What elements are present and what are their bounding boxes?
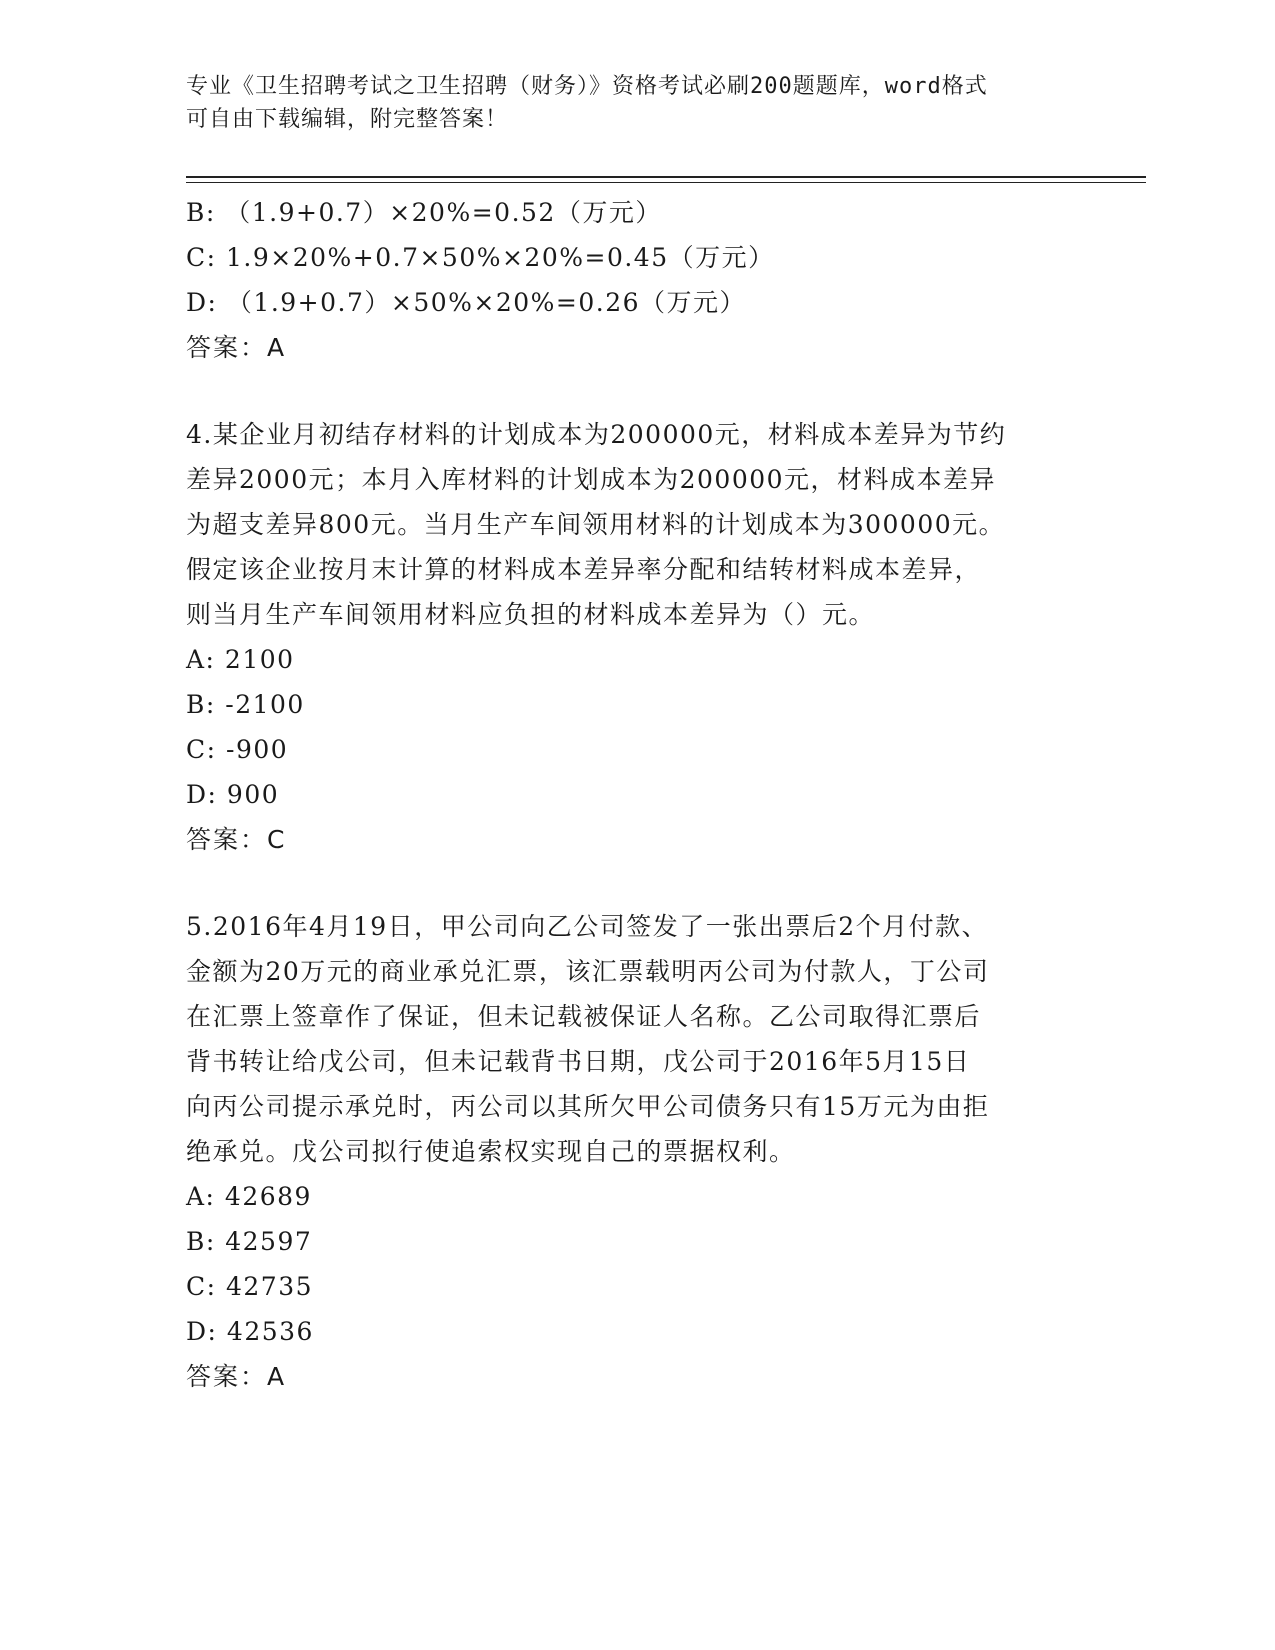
question-5 [186, 904, 1086, 1399]
header-title-line-1: 专业《卫生招聘考试之卫生招聘（财务）》资格考试必刷200题题库，word格式 [186, 74, 988, 99]
q5-stem-line: 背书转让给戊公司，但未记载背书日期，戊公司于2016年5月15日 [186, 1047, 971, 1076]
q5-stem-line: 金额为20万元的商业承兑汇票，该汇票载明丙公司为付款人，丁公司 [186, 957, 990, 986]
q4-stem-line: 为超支差异800元。当月生产车间领用材料的计划成本为300000元。 [186, 510, 1006, 539]
header-rule-thin [186, 182, 1146, 183]
q4-option-d: D: 900 [186, 780, 280, 809]
q3-option-d: D: （1.9+0.7）×50%×20%=0.26（万元） [186, 288, 747, 317]
q4-stem-line: 假定该企业按月末计算的材料成本差异率分配和结转材料成本差异， [186, 555, 982, 584]
header-rule-thick [186, 176, 1146, 178]
question-4 [186, 412, 1086, 862]
q3-option-b: B: （1.9+0.7）×20%=0.52（万元） [186, 198, 662, 227]
q4-option-b: B: -2100 [186, 690, 305, 719]
q5-stem-line: 向丙公司提示承兑时，丙公司以其所欠甲公司债务只有15万元为由拒 [186, 1092, 990, 1121]
q4-stem-line: 4.某企业月初结存材料的计划成本为200000元，材料成本差异为节约 [186, 420, 1007, 449]
q4-stem-line: 则当月生产车间领用材料应负担的材料成本差异为（）元。 [186, 600, 876, 629]
q3-option-c: C: 1.9×20%+0.7×50%×20%=0.45（万元） [186, 243, 775, 272]
q5-stem-line: 在汇票上签章作了保证，但未记载被保证人名称。乙公司取得汇票后 [186, 1002, 982, 1031]
q5-option-d: D: 42536 [186, 1317, 314, 1346]
q3-answer: 答案：A [186, 333, 287, 362]
q4-option-a: A: 2100 [186, 645, 295, 674]
q4-stem-line: 差异2000元；本月入库材料的计划成本为200000元，材料成本差异 [186, 465, 997, 494]
question-content [186, 190, 1086, 1399]
q5-answer: 答案：A [186, 1362, 287, 1391]
q5-stem-line: 绝承兑。戊公司拟行使追索权实现自己的票据权利。 [186, 1137, 796, 1166]
q5-option-a: A: 42689 [186, 1182, 312, 1211]
q5-stem-line: 5.2016年4月19日，甲公司向乙公司签发了一张出票后2个月付款、 [186, 912, 989, 941]
question-3 [186, 190, 1086, 370]
q5-option-c: C: 42735 [186, 1272, 314, 1301]
q4-option-c: C: -900 [186, 735, 289, 764]
document-header [186, 70, 1086, 136]
q4-answer: 答案：C [186, 825, 287, 854]
q5-option-b: B: 42597 [186, 1227, 313, 1256]
header-title-line-2: 可自由下载编辑，附完整答案！ [186, 107, 509, 132]
